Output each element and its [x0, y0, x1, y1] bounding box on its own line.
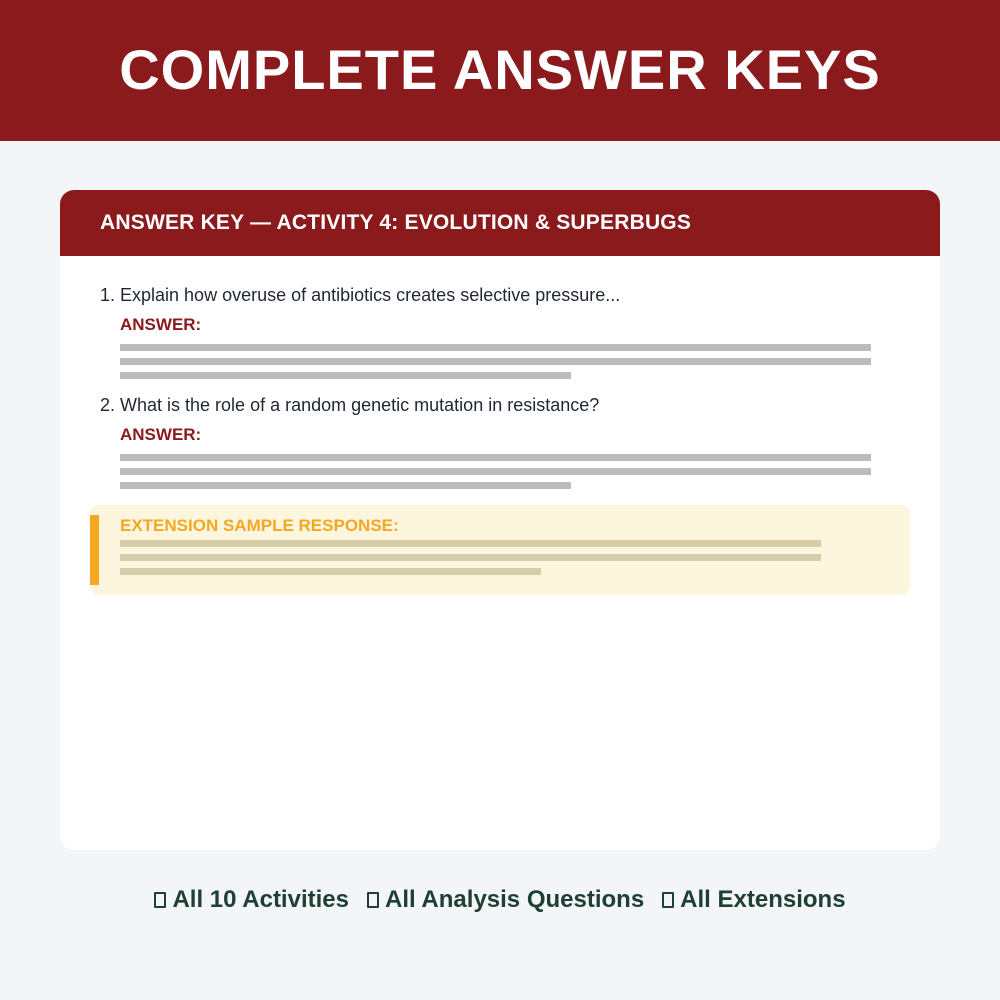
checkbox-icon: [367, 892, 379, 908]
top-banner: [0, 0, 1000, 141]
answer-placeholder-line: [120, 358, 871, 365]
footer-item: [367, 886, 644, 914]
answer-placeholder-line: [120, 482, 571, 489]
answer-placeholder-line: [120, 344, 871, 351]
checkbox-icon: [662, 892, 674, 908]
footer-item-label: All Extensions: [680, 886, 846, 913]
extension-sample-box: [90, 505, 910, 595]
question-item: [100, 284, 900, 379]
answer-placeholder-line: [120, 454, 871, 461]
question-text: 1. Explain how overuse of antibiotics creates selective pressure...: [100, 285, 621, 305]
extension-placeholder-line: [120, 540, 821, 547]
answer-placeholder-line: [120, 372, 571, 379]
footer-features: [0, 880, 1000, 920]
question-item: [100, 394, 900, 489]
extension-accent-bar: [90, 515, 99, 585]
answer-placeholder-line: [120, 468, 871, 475]
card-header-title: ANSWER KEY — ACTIVITY 4: EVOLUTION & SUPERBUGS: [100, 211, 692, 234]
extension-placeholder-line: [120, 554, 821, 561]
footer-item-label: All 10 Activities: [172, 886, 349, 913]
footer-item: [154, 886, 349, 914]
footer-item-label: All Analysis Questions: [384, 886, 645, 913]
extension-placeholder-line: [120, 568, 541, 575]
footer-item: [662, 886, 845, 914]
question-text: 2. What is the role of a random genetic mutation in resistance?: [100, 395, 600, 415]
card-header: [60, 190, 940, 256]
checkbox-icon: [154, 892, 166, 908]
answer-label: ANSWER:: [120, 315, 202, 334]
answer-key-card: [60, 190, 940, 850]
answer-label: ANSWER:: [120, 425, 202, 444]
banner-title: COMPLETE ANSWER KEYS: [119, 38, 881, 101]
extension-label: EXTENSION SAMPLE RESPONSE:: [120, 516, 399, 535]
